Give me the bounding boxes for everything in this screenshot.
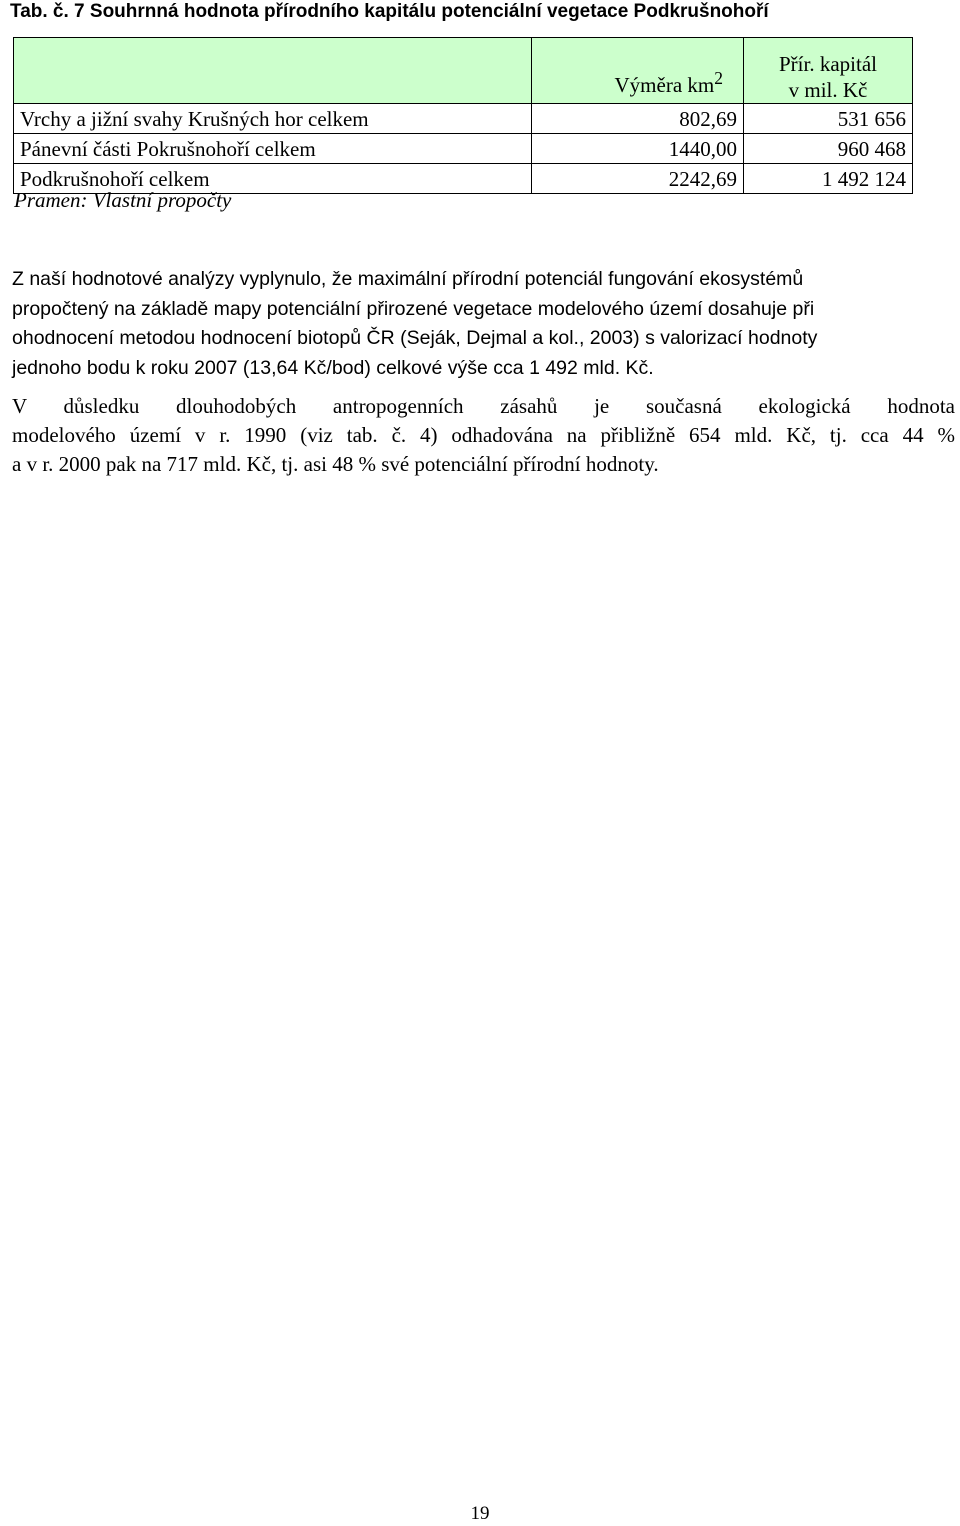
page-number: 19 — [470, 1503, 490, 1524]
header-area-label: Výměra km — [614, 73, 715, 97]
paragraph-line: jednoho bodu k roku 2007 (13,64 Kč/bod) celkové výše cca 1 492 mld. Kč. — [12, 356, 654, 379]
row-capital-cell: 960 468 — [744, 134, 913, 164]
natural-capital-table — [13, 37, 913, 194]
paragraph-line: a v r. 2000 pak na 717 mld. Kč, tj. asi 48 % své potenciální přírodní hodnoty. — [12, 452, 659, 476]
row-capital-cell: 531 656 — [744, 104, 913, 134]
header-area-superscript: 2 — [714, 68, 723, 88]
table-caption: Tab. č. 7 Souhrnná hodnota přírodního kapitálu potenciální vegetace Podkrušnohoří — [10, 1, 769, 22]
header-capital-cell — [744, 38, 913, 104]
paragraph-line: modelového území v r. 1990 (viz tab. č. 4) odhadována na přibližně 654 mld. Kč, tj. cca 44 % — [12, 423, 955, 447]
table-row — [14, 104, 913, 134]
paragraph-line: Z naší hodnotové analýzy vyplynulo, že maximální přírodní potenciál fungování ekosystémů — [12, 268, 804, 290]
table-header-row — [14, 38, 913, 104]
paragraph-line: V důsledku dlouhodobých antropogenních zásahů je současná ekologická hodnota — [12, 394, 955, 418]
table-row — [14, 134, 913, 164]
row-name-cell: Pánevní části Pokrušnohoří celkem — [14, 134, 532, 164]
table-source-note: Pramen: Vlastní propočty — [14, 188, 232, 212]
header-name-cell — [14, 38, 532, 104]
row-area-cell: 802,69 — [532, 104, 744, 134]
ecological-value-paragraph — [12, 392, 955, 479]
paragraph-line: ohodnocení metodou hodnocení biotopů ČR (Seják, Dejmal a kol., 2003) s valorizací hodnoty — [12, 327, 818, 349]
paragraph-line: propočtený na základě mapy potenciální přirozené vegetace modelového území dosahuje při — [12, 297, 815, 320]
analysis-paragraph — [12, 265, 952, 383]
row-capital-cell: 1 492 124 — [744, 164, 913, 194]
row-name-cell: Podkrušnohoří celkem — [14, 164, 532, 194]
row-name-cell: Vrchy a jižní svahy Krušných hor celkem — [14, 104, 532, 134]
header-capital-line1: Přír. kapitál — [779, 52, 877, 76]
row-area-cell: 2242,69 — [532, 164, 744, 194]
header-capital-line2: v mil. Kč — [788, 78, 868, 102]
row-area-cell: 1440,00 — [532, 134, 744, 164]
header-area-cell — [532, 38, 744, 104]
